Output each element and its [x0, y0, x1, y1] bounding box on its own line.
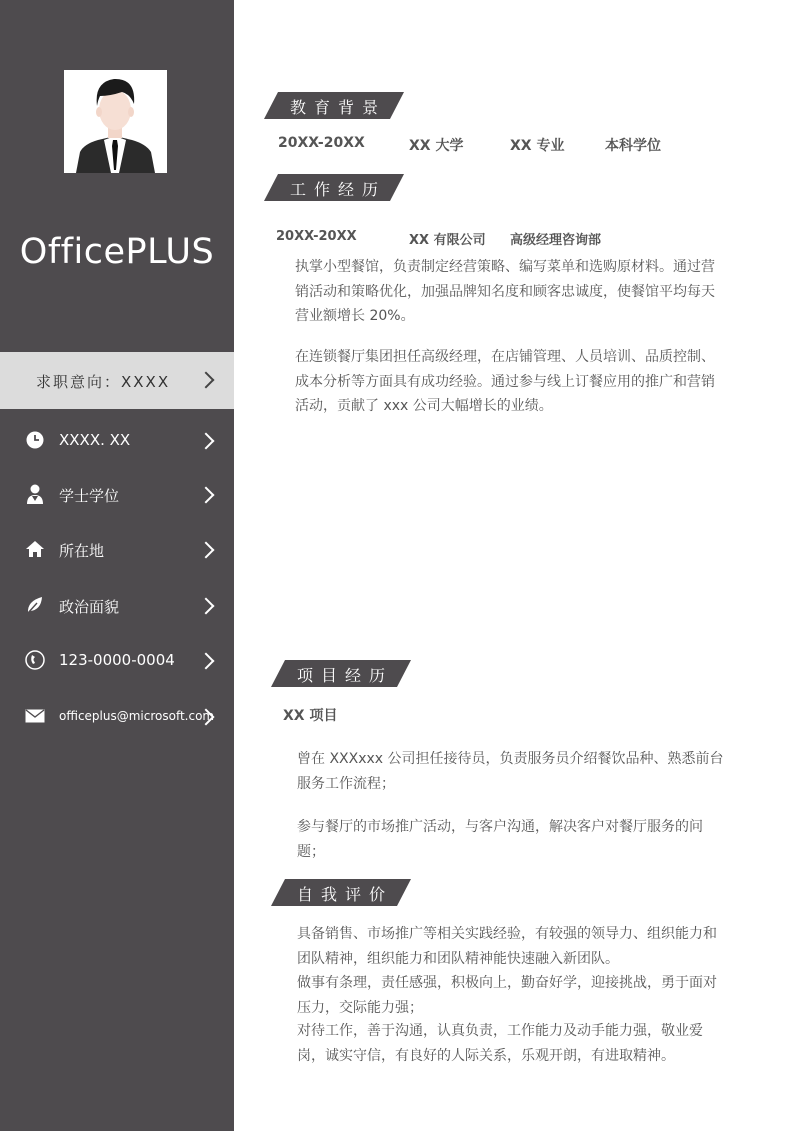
chevron-right-icon — [198, 372, 215, 389]
job-intention-text: 求职意向：XXXX — [36, 373, 171, 391]
work-company: XX 有限公司 — [409, 233, 486, 248]
leaf-icon — [25, 595, 45, 615]
project-paragraph: 参与餐厅的市场推广活动，与客户沟通，解决客户对餐厅服务的问题； — [297, 819, 703, 860]
education-degree: 本科学位 — [605, 138, 661, 154]
sidebar-item-label: 政治面貌 — [59, 598, 120, 616]
job-intention-bar[interactable] — [0, 352, 234, 409]
sidebar-item-label: XXXX. XX — [59, 431, 131, 449]
self-evaluation-paragraph: 对待工作，善于沟通，认真负责，工作能力及动手能力强，敬业爱岗，诚实守信，有良好的人际关系，乐观开朗，有进取精神。 — [297, 1023, 703, 1064]
sidebar-item-label: 所在地 — [59, 542, 105, 560]
mail-icon — [25, 706, 45, 726]
sidebar-item-label: officeplus@microsoft.com — [59, 709, 215, 723]
section-title: 工作经历 — [290, 180, 387, 199]
self-evaluation-paragraph: 具备销售、市场推广等相关实践经验，有较强的领导力、组织能力和团队精神，组织能力和团队精神能快速融入新团队。 — [297, 926, 717, 967]
work-position: 高级经理咨询部 — [510, 233, 602, 248]
section-tag-work — [264, 174, 404, 201]
section-title: 项目经历 — [297, 666, 394, 685]
chevron-right-icon — [198, 433, 215, 450]
chevron-right-icon — [198, 542, 215, 559]
profile-photo — [64, 70, 167, 173]
project-paragraph: 曾在 XXXxxx 公司担任接待员，负责服务员介绍餐饮品种、熟悉前台服务工作流程； — [297, 751, 724, 792]
section-tag-education — [264, 92, 404, 119]
section-tag-project — [271, 660, 411, 687]
clock-icon — [25, 430, 45, 450]
sidebar-item-phone[interactable] — [0, 646, 234, 676]
education-period: 20XX-20XX — [278, 135, 365, 151]
sidebar-item-birthdate[interactable] — [0, 426, 234, 456]
education-major: XX 专业 — [510, 138, 565, 154]
chevron-right-icon — [198, 653, 215, 670]
section-title: 教育背景 — [290, 98, 387, 117]
work-paragraph: 在连锁餐厅集团担任高级经理，在店铺管理、人员培训、品质控制、成本分析等方面具有成功经验。通过参与线上订餐应用的推广和营销活动，贡献了 xxx 公司大幅增长的业绩。 — [295, 349, 715, 414]
phone-icon — [25, 650, 45, 670]
sidebar-item-label: 123-0000-0004 — [59, 651, 175, 669]
sidebar-item-label: 学士学位 — [59, 487, 120, 505]
sidebar-item-political[interactable] — [0, 591, 234, 621]
section-tag-self-evaluation — [271, 879, 411, 906]
project-name: XX 项目 — [283, 708, 338, 724]
section-title: 自我评价 — [297, 885, 394, 904]
self-evaluation-paragraph: 做事有条理，责任感强，积极向上，勤奋好学，迎接挑战，勇于面对压力，交际能力强； — [297, 975, 717, 1016]
sidebar-item-email[interactable] — [0, 702, 234, 732]
chevron-right-icon — [198, 487, 215, 504]
sidebar-item-degree[interactable] — [0, 480, 234, 510]
sidebar-item-location[interactable] — [0, 535, 234, 565]
sidebar — [0, 0, 234, 1131]
work-period: 20XX-20XX — [276, 229, 357, 244]
home-icon — [25, 539, 45, 559]
education-school: XX 大学 — [409, 138, 464, 154]
brand-logo-text: OfficePLUS — [19, 232, 215, 272]
work-paragraph: 执掌小型餐馆，负责制定经营策略、编写菜单和选购原材料。通过营销活动和策略优化，加强品牌知名度和顾客忠诚度，使餐馆平均每天营业额增长 20%。 — [295, 259, 715, 324]
person-icon — [25, 484, 45, 504]
chevron-right-icon — [198, 598, 215, 615]
